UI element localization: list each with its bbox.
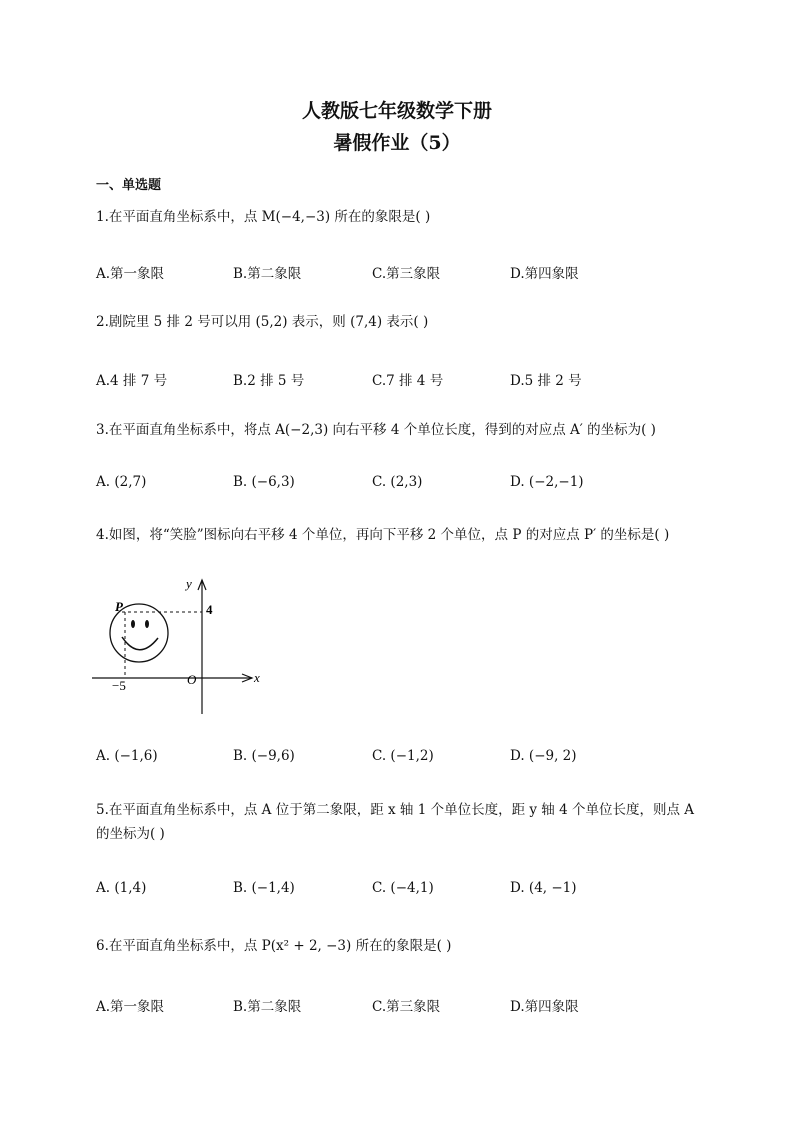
question-2-option-c: C.7 排 4 号 [372, 373, 444, 389]
label-neg5: −5 [112, 678, 126, 693]
question-2-option-d: D.5 排 2 号 [510, 373, 582, 389]
question-5-option-d: D. (4, −1) [510, 880, 577, 896]
question-5-option-c: C. (−4,1) [372, 880, 434, 896]
label-o: O [187, 672, 197, 687]
question-4-option-b: B. (−9,6) [233, 748, 295, 764]
question-3-stem: 3.在平面直角坐标系中，将点 A(−2,3) 向右平移 4 个单位长度，得到的对应点 A′ 的坐标为( ) [96, 422, 656, 438]
question-1-option-d: D.第四象限 [510, 266, 579, 282]
question-3-option-c: C. (2,3) [372, 474, 423, 490]
smiley-coordinate-figure [92, 572, 262, 722]
question-3-option-a: A. (2,7) [96, 474, 147, 490]
smiley-eye-right [145, 620, 149, 628]
question-2-option-b: B.2 排 5 号 [233, 373, 305, 389]
question-1-stem: 1.在平面直角坐标系中，点 M(−4,−3) 所在的象限是( ) [96, 209, 431, 225]
question-6-option-c: C.第三象限 [372, 999, 441, 1015]
section-heading: 一、单选题 [96, 178, 162, 193]
question-2-option-a: A.4 排 7 号 [96, 373, 168, 389]
question-4-option-d: D. (−9, 2) [510, 748, 577, 764]
label-p: P [115, 599, 123, 614]
question-4-stem: 4.如图，将“笑脸”图标向右平移 4 个单位，再向下平移 2 个单位，点 P 的对应点 P′ 的坐标是( ) [96, 527, 670, 543]
page-title: 人教版七年级数学下册 [301, 100, 492, 122]
question-3-option-b: B. (−6,3) [233, 474, 295, 490]
question-6-option-a: A.第一象限 [96, 999, 165, 1015]
label-x: x [254, 670, 260, 685]
smiley-eye-left [131, 620, 135, 628]
question-6-stem: 6.在平面直角坐标系中，点 P(x² + 2, −3) 所在的象限是( ) [96, 938, 452, 954]
question-5-option-a: A. (1,4) [96, 880, 147, 896]
question-6-option-d: D.第四象限 [510, 999, 579, 1015]
question-4-option-a: A. (−1,6) [96, 748, 158, 764]
question-2-stem: 2.剧院里 5 排 2 号可以用 (5,2) 表示，则 (7,4) 表示( ) [96, 314, 429, 330]
label-y: y [186, 576, 192, 591]
question-1-option-c: C.第三象限 [372, 266, 441, 282]
question-5-option-b: B. (−1,4) [233, 880, 295, 896]
question-3-option-d: D. (−2,−1) [510, 474, 584, 490]
question-1-option-a: A.第一象限 [96, 266, 165, 282]
smiley-mouth [122, 637, 158, 650]
question-5-stem: 5.在平面直角坐标系中，点 A 位于第二象限，距 x 轴 1 个单位长度，距 y 轴 4 个单位长度，则点 A 的坐标为( ) [96, 802, 695, 842]
question-6-option-b: B.第二象限 [233, 999, 302, 1015]
question-1-option-b: B.第二象限 [233, 266, 302, 282]
label-4: 4 [206, 602, 213, 617]
page-subtitle: 暑假作业（5） [333, 132, 461, 154]
question-4-option-c: C. (−1,2) [372, 748, 434, 764]
